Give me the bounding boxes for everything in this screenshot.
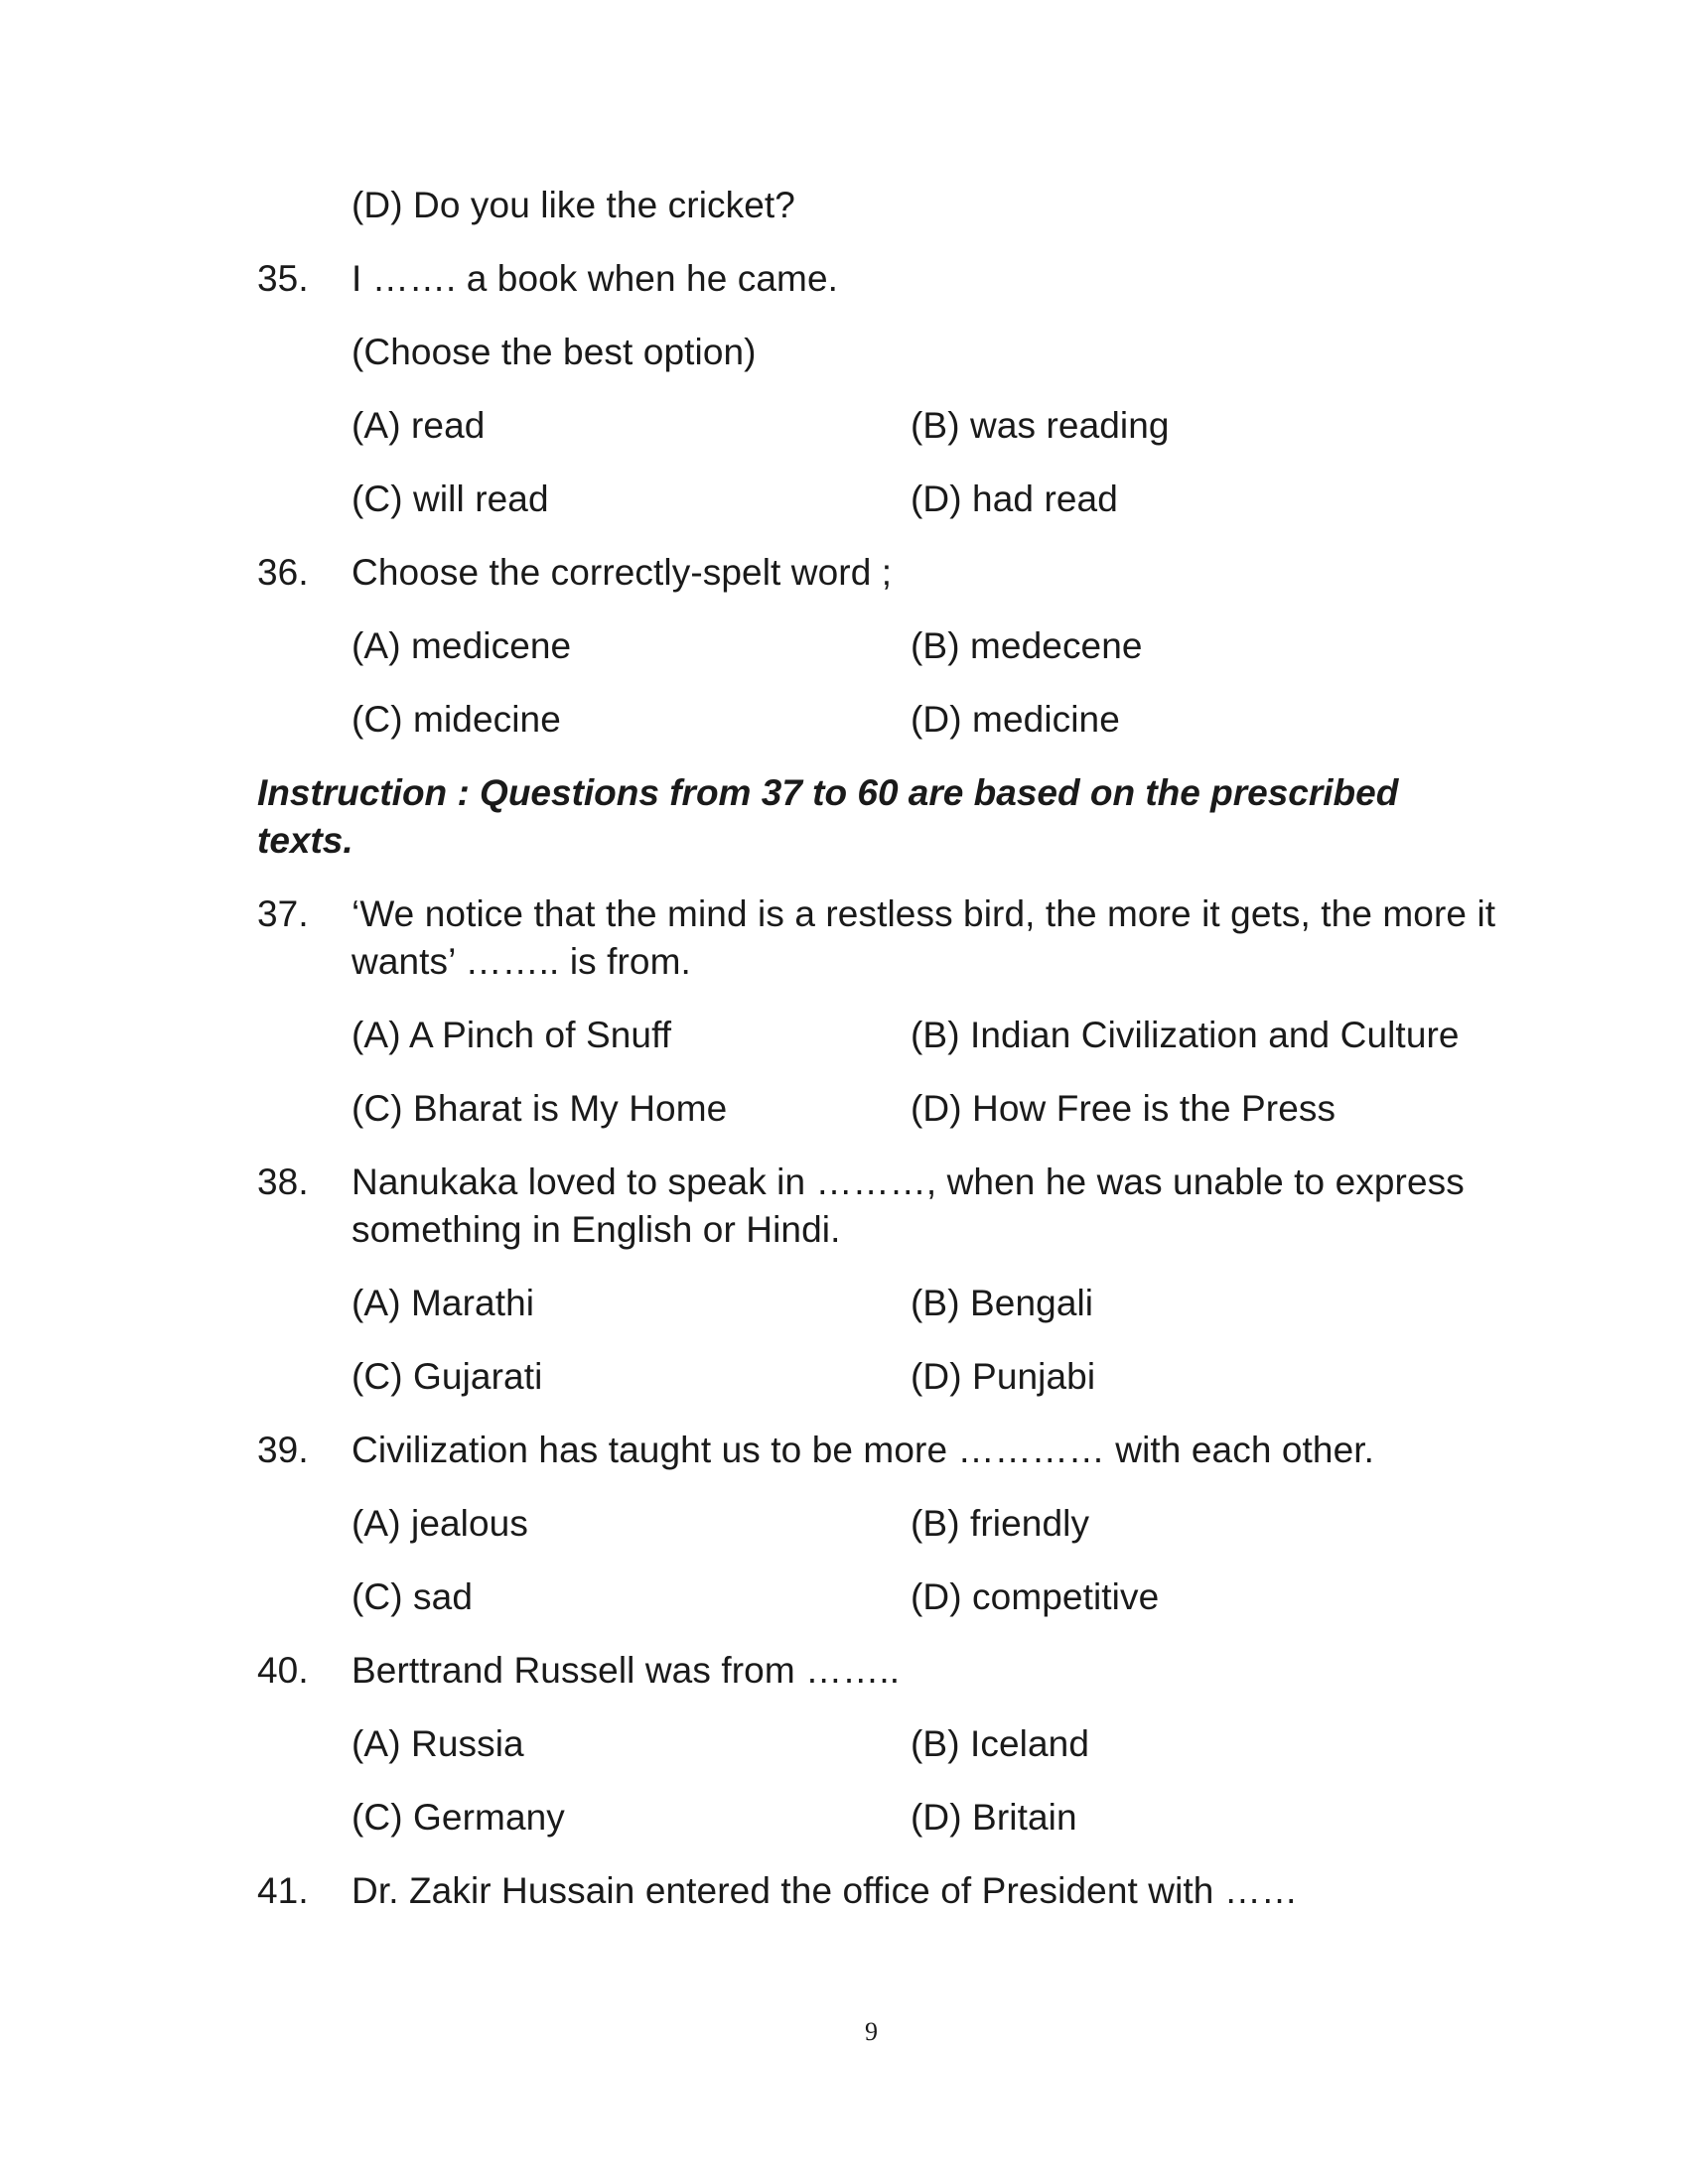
q38-number: 38.	[257, 1161, 309, 1202]
q38-option-b: (B) Bengali	[911, 1283, 1094, 1323]
q38-stem-line-1: Nanukaka loved to speak in ………, when he was unable to express	[352, 1161, 1465, 1202]
q38-option-d: (D) Punjabi	[911, 1356, 1096, 1397]
q36-option-a: (A) medicene	[352, 625, 572, 666]
q36-stem: Choose the correctly-spelt word ;	[352, 552, 893, 593]
q38-option-c: (C) Gujarati	[352, 1356, 543, 1397]
q41-stem: Dr. Zakir Hussain entered the office of President with ……	[352, 1870, 1299, 1911]
q39-option-d: (D) competitive	[911, 1576, 1160, 1617]
q35-stem: I ……. a book when he came.	[352, 258, 839, 299]
q37-option-c: (C) Bharat is My Home	[352, 1088, 728, 1129]
instruction-line-2: texts.	[257, 820, 353, 861]
q38-stem-line-2: something in English or Hindi.	[352, 1209, 841, 1250]
q40-option-d: (D) Britain	[911, 1797, 1077, 1838]
q40-option-a: (A) Russia	[352, 1723, 524, 1764]
instruction-line-1: Instruction : Questions from 37 to 60 are based on the prescribed	[257, 772, 1399, 813]
q37-option-a: (A) A Pinch of Snuff	[352, 1015, 672, 1055]
q36-option-c: (C) midecine	[352, 699, 561, 740]
q39-option-b: (B) friendly	[911, 1503, 1090, 1544]
q39-option-a: (A) jealous	[352, 1503, 528, 1544]
q36-number: 36.	[257, 552, 309, 593]
q40-stem: Berttrand Russell was from ……..	[352, 1650, 901, 1691]
q40-option-c: (C) Germany	[352, 1797, 565, 1838]
q37-option-b: (B) Indian Civilization and Culture	[911, 1015, 1460, 1055]
q41-number: 41.	[257, 1870, 309, 1911]
q39-stem: Civilization has taught us to be more ………… with each other.	[352, 1430, 1375, 1470]
q36-option-d: (D) medicine	[911, 699, 1120, 740]
q38-option-a: (A) Marathi	[352, 1283, 535, 1323]
q40-number: 40.	[257, 1650, 309, 1691]
q37-number: 37.	[257, 893, 309, 934]
q37-stem-line-1: ‘We notice that the mind is a restless bird, the more it gets, the more it	[352, 893, 1496, 934]
q35-option-a: (A) read	[352, 405, 486, 446]
page-number: 9	[865, 2017, 878, 2046]
q35-note: (Choose the best option)	[352, 332, 757, 372]
q34-option-d: (D) Do you like the cricket?	[352, 185, 795, 225]
q39-number: 39.	[257, 1430, 309, 1470]
q40-option-b: (B) Iceland	[911, 1723, 1090, 1764]
q35-option-c: (C) will read	[352, 478, 549, 519]
q35-option-b: (B) was reading	[911, 405, 1170, 446]
q37-option-d: (D) How Free is the Press	[911, 1088, 1336, 1129]
q36-option-b: (B) medecene	[911, 625, 1143, 666]
q35-number: 35.	[257, 258, 309, 299]
q35-option-d: (D) had read	[911, 478, 1118, 519]
q39-option-c: (C) sad	[352, 1576, 473, 1617]
q37-stem-line-2: wants’ …….. is from.	[352, 941, 691, 982]
